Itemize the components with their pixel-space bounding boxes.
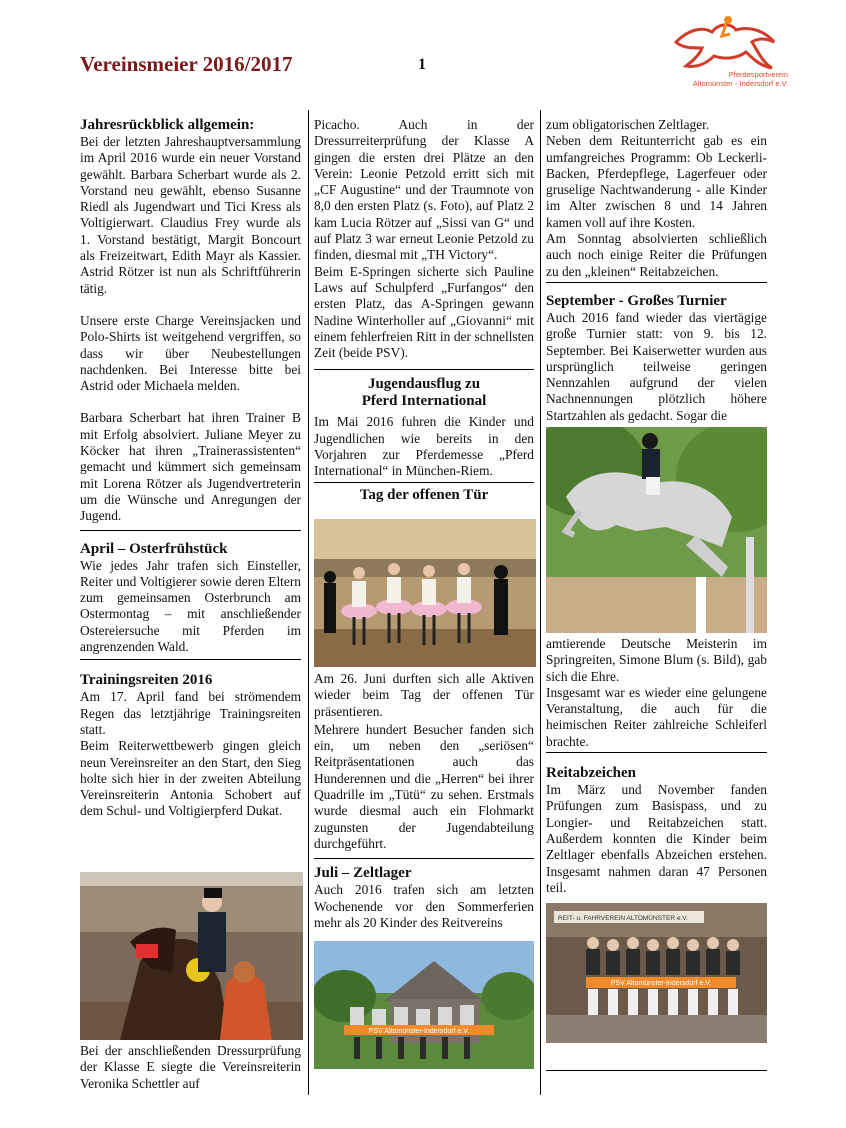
section-rule <box>546 282 767 283</box>
section-rule <box>314 369 534 370</box>
paragraph: Picacho. Auch in der Dressurreiterprüfung der Klasse A gingen die ersten drei Plätze an den Verein: Leonie Petzold erritt sich mit „CF Augustine“ und der Traumnote von 8,0 den ersten Platz (s. Foto), auf Platz 2 kam Lucia Rötzer auf „Sissi van G“ und auf Platz 3 war erneut Leonie Petzold zu finden, diesmal mit „TH Victory“. <box>314 117 534 263</box>
paragraph: Insgesamt war es wieder eine gelungene Veranstaltung, die auch für die heimischen Reiter zahlreiche Schleiferl brachte. <box>546 684 767 749</box>
paragraph: Im Mai 2016 fuhren die Kinder und Jugendlichen wie bereits in den Vorjahren zur Pferdemesse „Pferd International“ in München-Riem. <box>314 414 534 479</box>
section-heading-zeltlager: Juli – Zeltlager <box>314 865 412 882</box>
photo-show-jumping <box>546 427 767 633</box>
section-rule <box>80 659 301 660</box>
logo-line-1: Pferdesportverein <box>728 70 788 79</box>
paragraph: Unsere erste Charge Vereinsjacken und Polo-Shirts ist weitgehend vergriffen, so dass wir über Neubestellungen nachdenken. Bei Interesse bitte bei Astrid oder Michaela melden. <box>80 312 301 394</box>
paragraph: Wie jedes Jahr trafen sich Einsteller, Reiter und Voltigierer sowie deren Eltern zum gemeinsamen Osterbrunch am Ostermontag – mit anschließender Ostereiersuche mit Pferden im angrenzenden Wald. <box>80 557 301 655</box>
heading-line-2: Pferd International <box>361 393 487 410</box>
photo-dressage-winner <box>80 872 303 1040</box>
banner-text: PSV Altomünster-Indersdorf e.V. <box>368 1028 470 1035</box>
photo-zeltlager-group <box>314 941 534 1069</box>
banner-text: PSV Altomünster-Indersdorf e.V. <box>610 980 712 987</box>
column-divider-1 <box>308 110 309 1095</box>
paragraph: amtierende Deutsche Meisterin im Springreiten, Simone Blum (s. Bild), gab sich die Ehre. <box>546 636 767 684</box>
section-heading-grosses-turnier: September - Großes Turnier <box>546 292 727 309</box>
paragraph: Am Sonntag absolvierten schließlich auch noch einige Reiter die Prüfungen zu den „kleinen“ Reitabzeichen. <box>546 231 767 279</box>
heading-line-1: Jugendausflug zu <box>367 376 481 393</box>
paragraph: Auch 2016 trafen sich am letzten Wochenende vor den Sommerferien mehr als 20 Kinder des Reitvereins <box>314 882 534 930</box>
paragraph: Im März und November fanden Prüfungen zum Basispass, und zu Longier- und Reitabzeichen statt. Außerdem konnten die Kinder beim Zeltlager ebenfalls Abzeichen erstehen. Insgesamt nahmen daran 47 Personen teil. <box>546 782 767 895</box>
section-heading-jugendausflug <box>314 376 534 410</box>
paragraph: Beim E-Springen sicherte sich Pauline Laws auf Schulpferd „Furfangos“ den ersten Platz, das A-Springen gewann Nadine Winterholler auf „Giovanni“ mit einem fehlerfreien Ritt in der schnellsten Zeit (beide PSV). <box>314 263 534 361</box>
page-number: 1 <box>418 56 426 73</box>
section-heading-tag-der-offenen-tuer: Tag der offenen Tür <box>359 486 489 503</box>
paragraph: Beim Reiterwettbewerb gingen gleich neun Vereinsreiter an den Start, den Sieg holte sich hier in der zweiten Abteilung Vereinsreiterin Antonia Schobert auf dem Schul- und Voltigierpferd Dukat. <box>80 738 301 819</box>
sign-text: REIT- u. FAHRVEREIN ALTOMÜNSTER e.V. <box>558 915 688 922</box>
column-2-continued <box>314 671 534 931</box>
section-heading-osterfruehstueck: April – Osterfrühstück <box>80 540 228 557</box>
column-1-continued <box>80 1043 301 1092</box>
column-3 <box>546 117 767 424</box>
newsletter-title: Vereinsmeier 2016/2017 <box>80 52 293 76</box>
section-rule <box>546 1070 767 1071</box>
column-2 <box>314 117 534 504</box>
section-heading-jahresrueckblick: Jahresrückblick allgemein: <box>80 117 255 133</box>
section-rule <box>546 752 767 753</box>
photo-quadrille-tutu <box>314 519 536 667</box>
paragraph: Am 17. April fand bei strömendem Regen das letztjährige Trainingsreiten statt. <box>80 689 301 737</box>
section-rule <box>314 482 534 483</box>
section-rule <box>80 530 301 531</box>
logo-line-2: Altomünster - Indersdorf e.V. <box>692 79 788 88</box>
paragraph: Bei der letzten Jahreshauptversammlung im April 2016 wurde ein neuer Vorstand gewählt. Barbara Scherbart wurde als 2. Vorstand neu gewählt, ebenso Susanne Riedl als Jugendwart und Tici Kress als Voltigierwart. Claudius Frey wurde als 1. Vorstand bestätigt, Margit Boncourt als Freizeitwart, Edith Mayr als Kassier. Astrid Rötzer ist nun als Schriftführerin tätig. <box>80 134 301 296</box>
photo-reitabzeichen-group <box>546 903 767 1043</box>
paragraph: Neben dem Reitunterricht gab es ein umfangreiches Programm: Ob Leckerli-Backen, Pferdepflege, Lagerfeuer oder gruselige Nachtwanderung - alle Kinder im Alter zwischen 8 und 14 Jahren kamen voll auf ihre Kosten. <box>546 133 767 230</box>
section-heading-trainingsreiten: Trainingsreiten 2016 <box>80 672 213 689</box>
paragraph: Auch 2016 fand wieder das viertägige große Turnier statt: von 9. bis 12. September. Bei Kaiserwetter wurden aus ursprünglich teilweise geringen Nennzahlen aufgrund der vielen Nachnennungen plötzlich höhere Startzahlen als gedacht. Sogar die <box>546 309 767 423</box>
paragraph: zum obligatorischen Zeltlager. <box>546 117 710 132</box>
column-3-continued <box>546 636 767 896</box>
column-divider-2 <box>540 110 541 1095</box>
section-heading-reitabzeichen: Reitabzeichen <box>546 765 636 782</box>
section-rule <box>314 858 534 859</box>
paragraph: Mehrere hundert Besucher fanden sich ein, um neben den „seriösen“ Reitpräsentationen auch das Hunderennen und die „Herren“ bei ihrer Quadrille im „Tütü“ zu sehen. Erstmals wurde diesmal auch ein Flohmarkt zugunsten der Jugendabteilung durchgeführt. <box>314 721 534 851</box>
paragraph: Am 26. Juni durften sich alle Aktiven wieder beim Tag der offenen Tür präsentieren. <box>314 671 534 719</box>
paragraph: Bei der anschließenden Dressurprüfung der Klasse E siegte die Vereinsreiterin Veronika Schettler auf <box>80 1043 301 1091</box>
column-1 <box>80 117 301 820</box>
club-logo-text <box>676 70 788 88</box>
paragraph: Barbara Scherbart hat ihren Trainer B mit Erfolg absolviert. Juliane Meyer zu Köcker hat ihren „Trainerassistenten“ gemacht und kümmert sich gemeinsam mit Lorena Rötzer als Jugendvertreterin um die Wünsche und Anregungen der Jugend. <box>80 410 301 524</box>
